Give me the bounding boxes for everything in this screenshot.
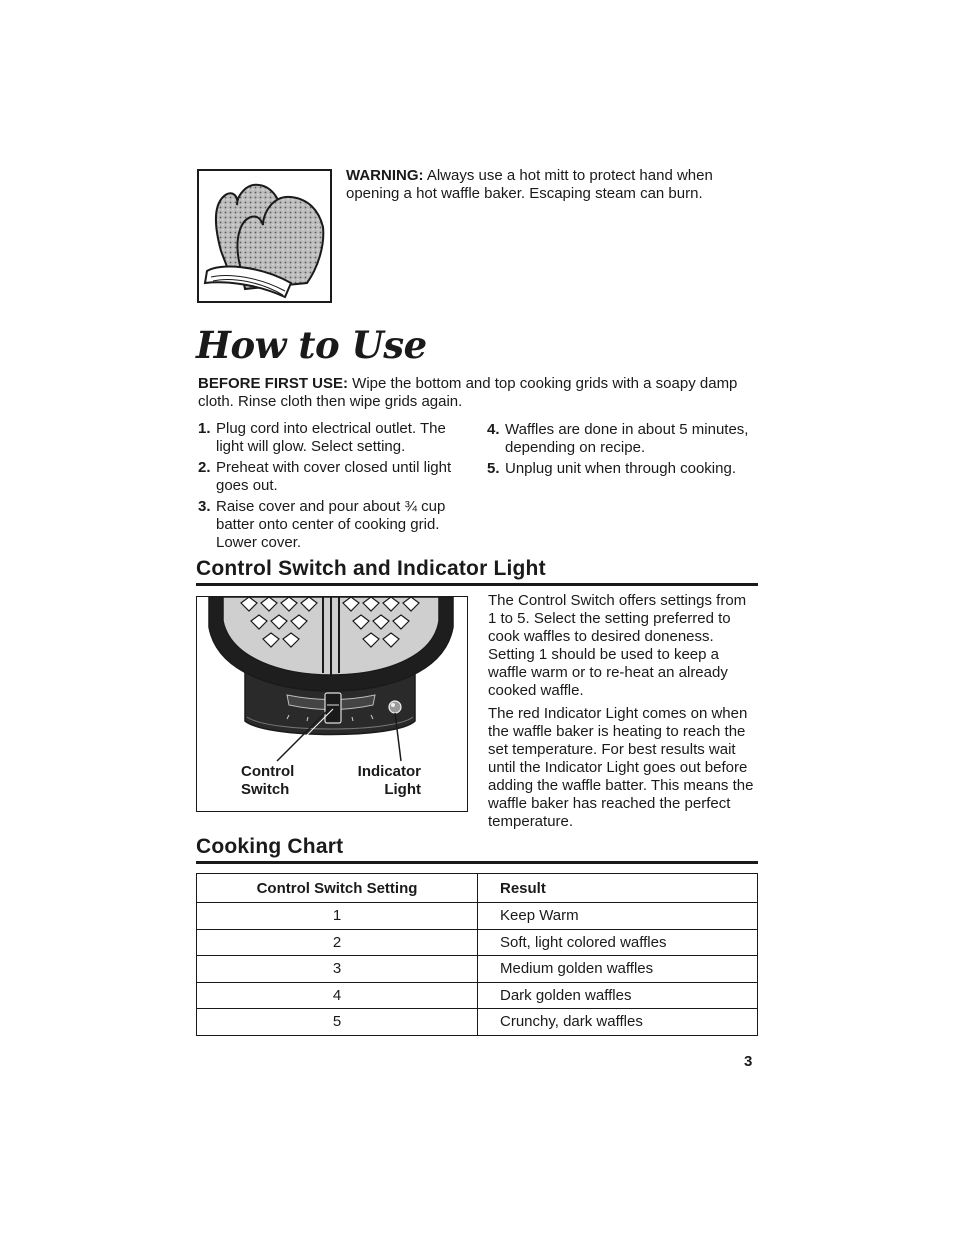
warning-label: WARNING: (346, 167, 424, 184)
label-line: Control (241, 763, 295, 780)
control-paragraph: The red Indicator Light comes on when the waffle baker is heating to reach the set temperature. For best results wait until the Indicator Light goes out before adding the waffle batter. This means the waffle baker has reached the perfect temperature. (488, 705, 754, 830)
setting-cell: 5 (197, 1009, 478, 1036)
before-first-use-text: Wipe the bottom and top cooking grids with a soapy damp cloth. Rinse cloth then wipe grids again. (198, 375, 738, 410)
setting-cell: 1 (197, 903, 478, 930)
page-number: 3 (744, 1053, 753, 1070)
step-number: 1. (198, 420, 211, 437)
waffle-baker-illustration (196, 596, 468, 812)
control-paragraph: The Control Switch offers settings from 1 to 5. Select the setting preferred to cook waffles to desired doneness. Setting 1 should be used to keep a waffle warm or to re-heat an already cooked waffle. (488, 592, 747, 699)
label-line: Switch (241, 781, 290, 798)
cooking-chart-table (196, 873, 758, 1036)
step-item (198, 420, 468, 456)
step-text: Plug cord into electrical outlet. The light will glow. Select setting. (216, 420, 446, 455)
step-number: 3. (198, 498, 211, 515)
table-row (197, 956, 758, 983)
column-header: Result (478, 874, 758, 903)
oven-mitt-icon (199, 171, 330, 301)
setting-cell: 4 (197, 982, 478, 1009)
steps-list-right (487, 421, 762, 481)
setting-cell: 2 (197, 929, 478, 956)
control-description (488, 592, 758, 836)
label-line: Indicator (357, 763, 421, 780)
control-switch-label (241, 763, 294, 799)
step-item (198, 498, 468, 552)
setting-cell: 3 (197, 956, 478, 983)
label-line: Light (384, 781, 421, 798)
step-number: 2. (198, 459, 211, 476)
step-text: Raise cover and pour about ¾ cup batter onto center of cooking grid. Lower cover. (216, 498, 446, 551)
step-item (198, 459, 468, 495)
step-text: Unplug unit when through cooking. (505, 460, 736, 477)
step-item (487, 460, 762, 478)
result-cell: Dark golden waffles (478, 982, 758, 1009)
control-section-heading: Control Switch and Indicator Light (196, 557, 546, 580)
indicator-light-label (357, 763, 421, 799)
before-first-use-label: BEFORE FIRST USE: (198, 375, 349, 392)
step-number: 4. (487, 421, 500, 438)
cooking-chart-heading: Cooking Chart (196, 835, 344, 858)
step-text: Waffles are done in about 5 minutes, depending on recipe. (505, 421, 749, 456)
step-text: Preheat with cover closed until light goes out. (216, 459, 452, 494)
hot-mitt-illustration (197, 169, 332, 303)
heading-rule (196, 583, 758, 586)
result-cell: Crunchy, dark waffles (478, 1009, 758, 1036)
before-first-use (198, 375, 758, 411)
table-row (197, 1009, 758, 1036)
step-number: 5. (487, 460, 500, 477)
waffle-baker-icon (197, 597, 467, 811)
table-row (197, 982, 758, 1009)
table-header-row (197, 874, 758, 903)
page-title: How to Use (196, 323, 427, 367)
result-cell: Soft, light colored waffles (478, 929, 758, 956)
result-cell: Keep Warm (478, 903, 758, 930)
column-header: Control Switch Setting (197, 874, 478, 903)
result-cell: Medium golden waffles (478, 956, 758, 983)
heading-rule (196, 861, 758, 864)
steps-list-left (198, 420, 468, 555)
table-row (197, 903, 758, 930)
step-item (487, 421, 762, 457)
warning-note (346, 167, 736, 203)
table-row (197, 929, 758, 956)
warning-text: Always use a hot mitt to protect hand when opening a hot waffle baker. Escaping steam can burn. (346, 167, 713, 202)
